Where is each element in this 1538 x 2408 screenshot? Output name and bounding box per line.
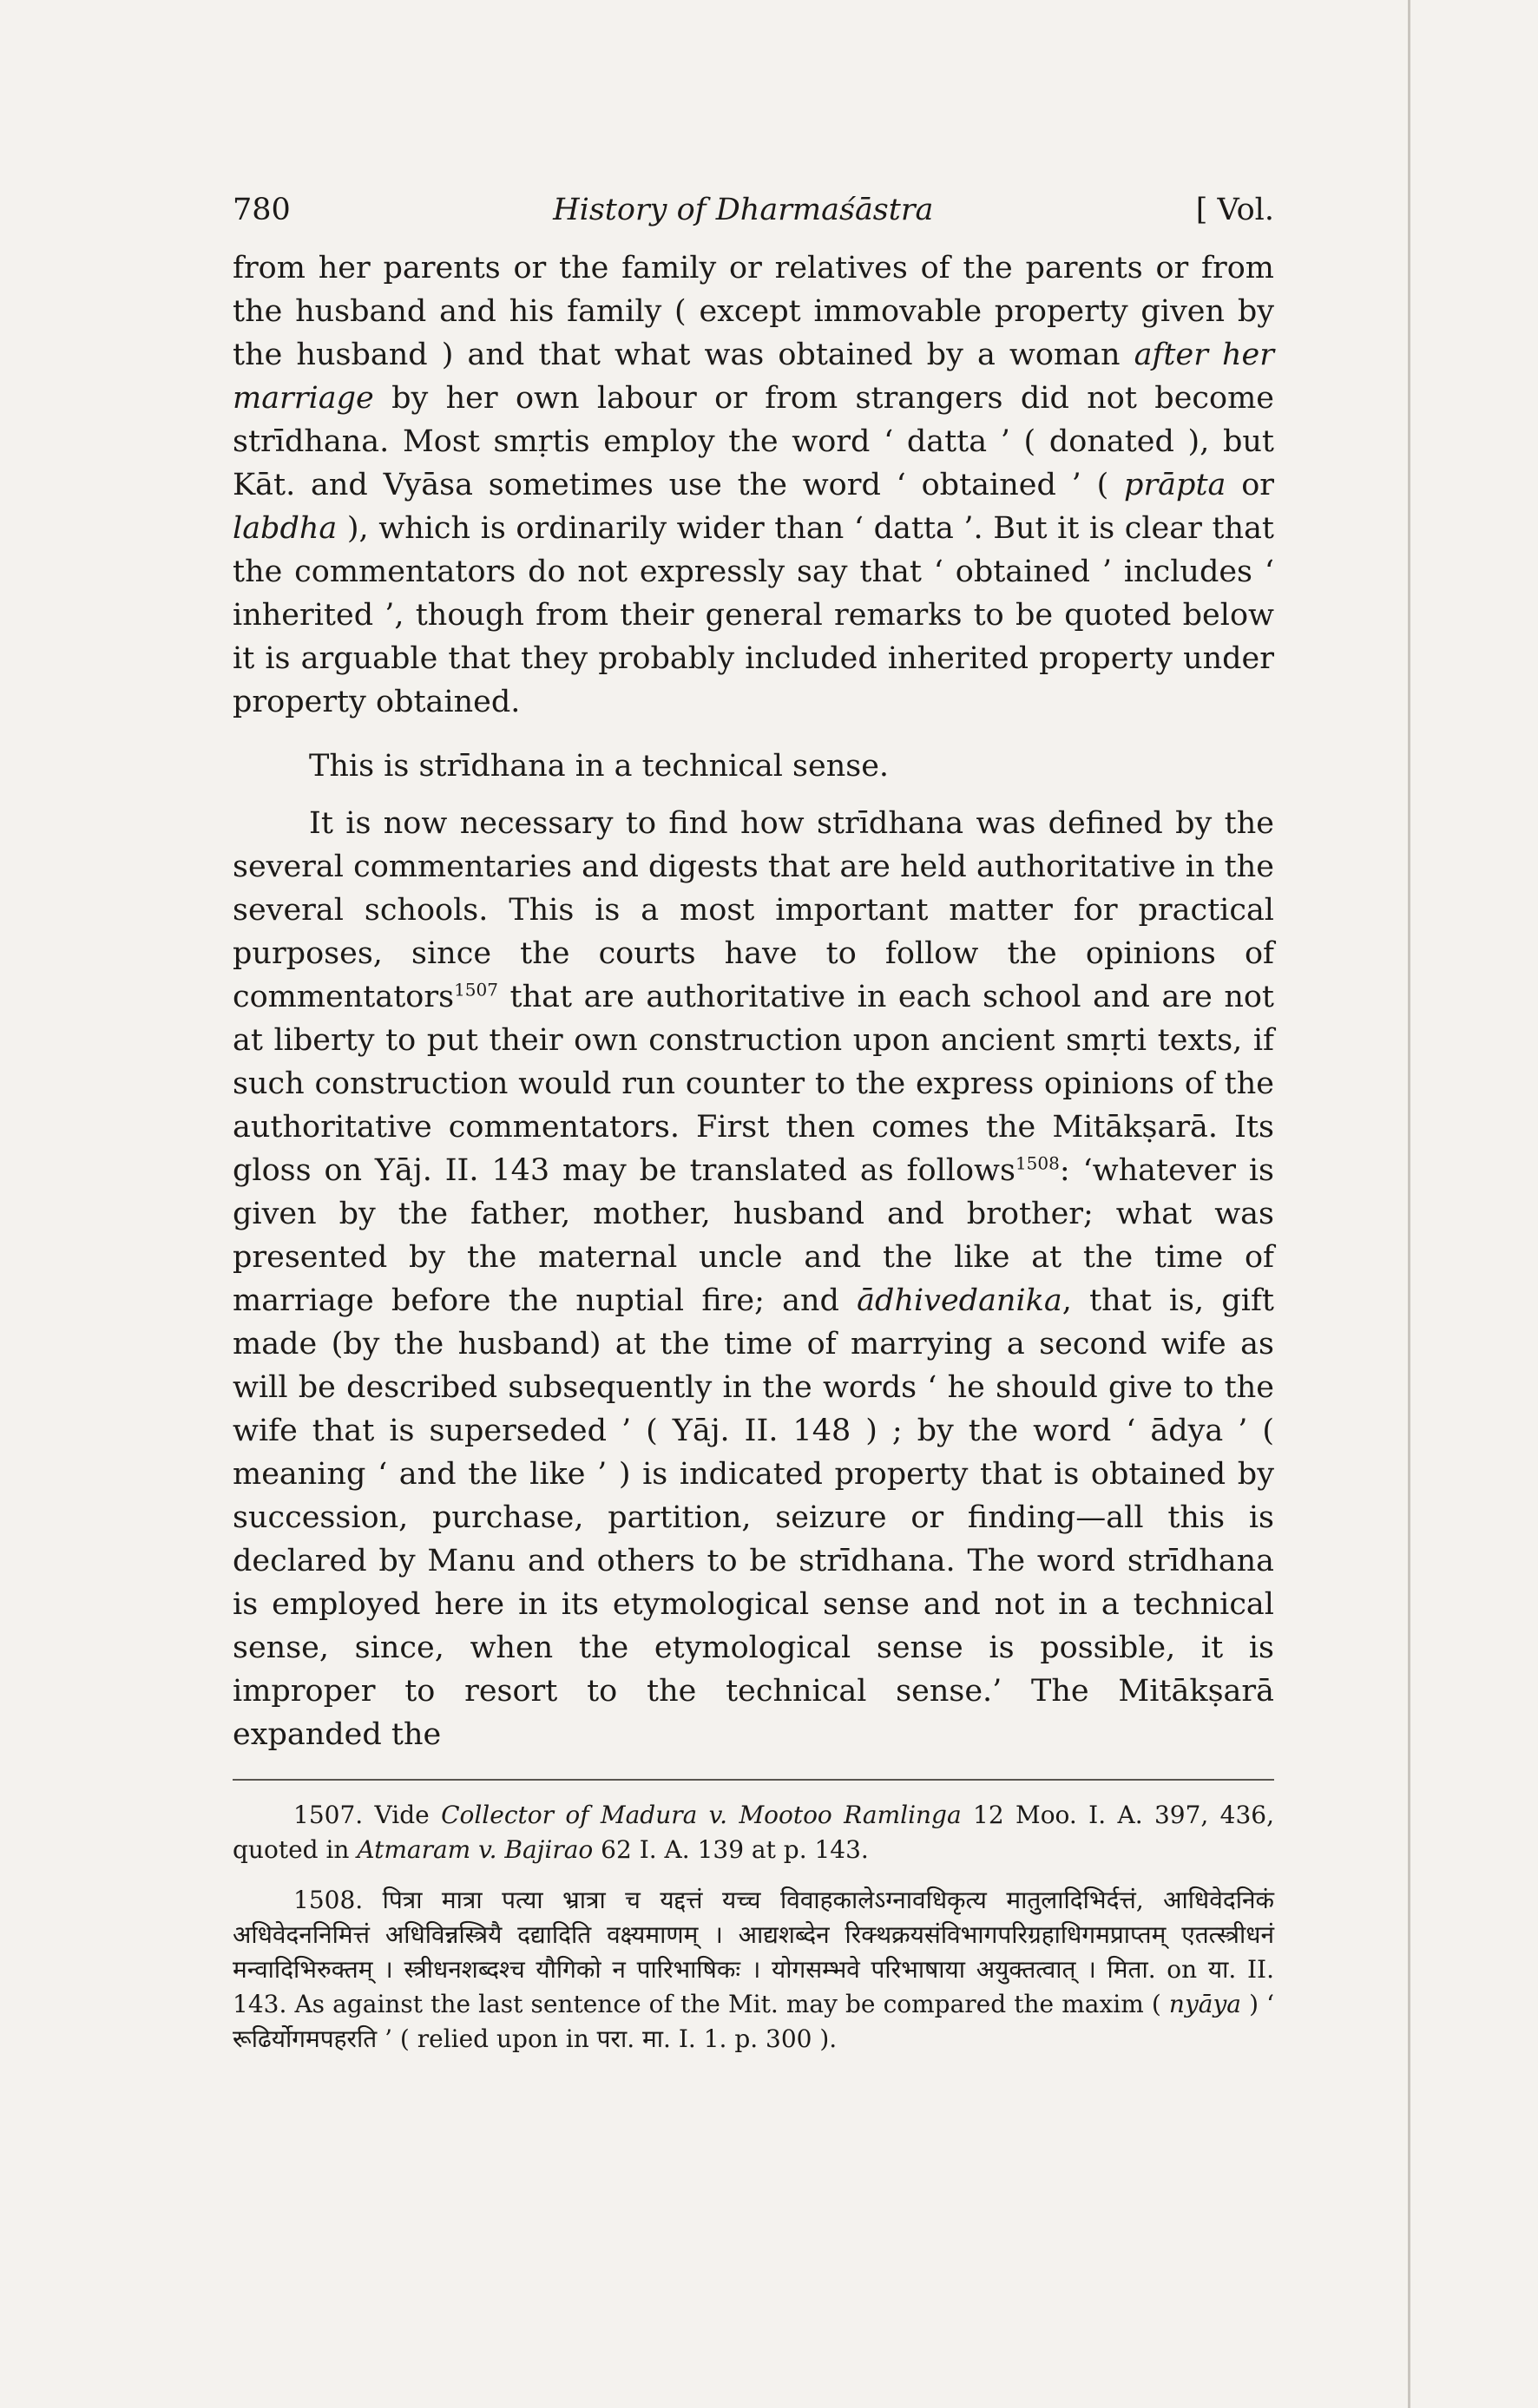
footnote-1508: 1508. पित्रा मात्रा पत्या भ्रात्रा च यद्दत्तं यच्च विवाहकालेऽग्नावधिकृत्य मातुलादिभिर्दत्तं, आधिवेदनिकं अधिवेदननिमित्तं अधिविन्नस्त्रियै दद्यादिति वक्ष्यमाणम् । आद्यशब्देन रिक्थक्रयसंविभागपरिग्रहाधिगमप्राप्तम् एतत्स्त्रीधनं मन्वादिभिरुक्तम् । स्त्रीधनशब्दश्च यौगिको न पारिभाषिकः । योगसम्भवे परिभाषाया अयुक्तत्वात् । मिता. on या. II. 143. As against the last sentence of the Mit. may be compared the maxim ( nyāya ) ‘ रूढिर्योगमपहरति ’ ( relied upon in परा. मा. I. 1. p. 300 ). xyxy=(233,1886,1274,2053)
footnote-ref-1508[interactable]: 1508 xyxy=(1015,1152,1060,1174)
paragraph-1: from her parents or the family or relatives of the parents or from the husband and his family ( except immovable property given by the husband ) and that what was obtained by a woman after her marriage by her own labour or from strangers did not become strīdhana. Most smṛtis employ the word ‘ datta ’ ( donated ), but Kāt. and Vyāsa sometimes use the word ‘ obtained ’ ( prāpta or labdha ), which is ordinarily wider than ‘ datta ’. But it is clear that the commentators do not expressly say that ‘ obtained ’ includes ‘ inherited ’, though from their general remarks to be quoted below it is arguable that they probably included inherited property under property obtained. xyxy=(233,251,1274,719)
main-text xyxy=(233,246,1274,1756)
footnotes xyxy=(233,1798,1274,2057)
page-number: 780 xyxy=(233,193,291,227)
running-header xyxy=(233,193,1274,227)
paragraph-2: This is strīdhana in a technical sense. xyxy=(309,749,890,784)
footnote-divider xyxy=(233,1779,1274,1781)
book-page xyxy=(233,193,1274,2072)
paragraph-3: It is now necessary to find how strīdhana was defined by the several commentaries and digests that are held authoritative in the several schools. This is a most important matter for practical purposes, since the courts have to follow the opinions of commentators$^{1507}$ that are authoritative in each school and are not at liberty to put their own construction upon ancient smṛti texts, if such construction would run counter to the express opinions of the authoritative commentators. First then comes the Mitākṣarā. Its gloss on Yāj. II. 143 may be translated as follows$^{1508}$: ‘whatever is given by the father, mother, husband and brother; what was presented by the maternal uncle and the like at the time of marriage before the nuptial fire; and ādhivedanika, that is, gift made (by the husband) at the time of marrying a second wife as will be described subsequently in the words ‘ he should give to the wife that is superseded ’ ( Yāj. II. 148 ) ; by the word ‘ ādya ’ ( meaning ‘ and the like ’ ) is indicated property that is obtained by succession, purchase, partition, seizure or finding—all this is declared by Manu and others to be strīdhana. The word strīdhana is employed here in its etymological sense and not in a technical sense, since, when the etymological sense is possible, it is improper to resort to the technical sense.’ The Mitākṣarā expanded the xyxy=(233,806,1274,1752)
footnote-ref-1507[interactable]: 1507 xyxy=(454,979,498,1001)
running-title: History of Dharmaśāstra xyxy=(553,193,934,227)
page-edge-line xyxy=(1408,0,1410,2408)
volume-label: [ Vol. xyxy=(1195,193,1274,227)
footnote-1507: 1507. Vide Collector of Madura v. Mootoo Ramlinga 12 Moo. I. A. 397, 436, quoted in Atmaram v. Bajirao 62 I. A. 139 at p. 143. xyxy=(233,1801,1275,1864)
